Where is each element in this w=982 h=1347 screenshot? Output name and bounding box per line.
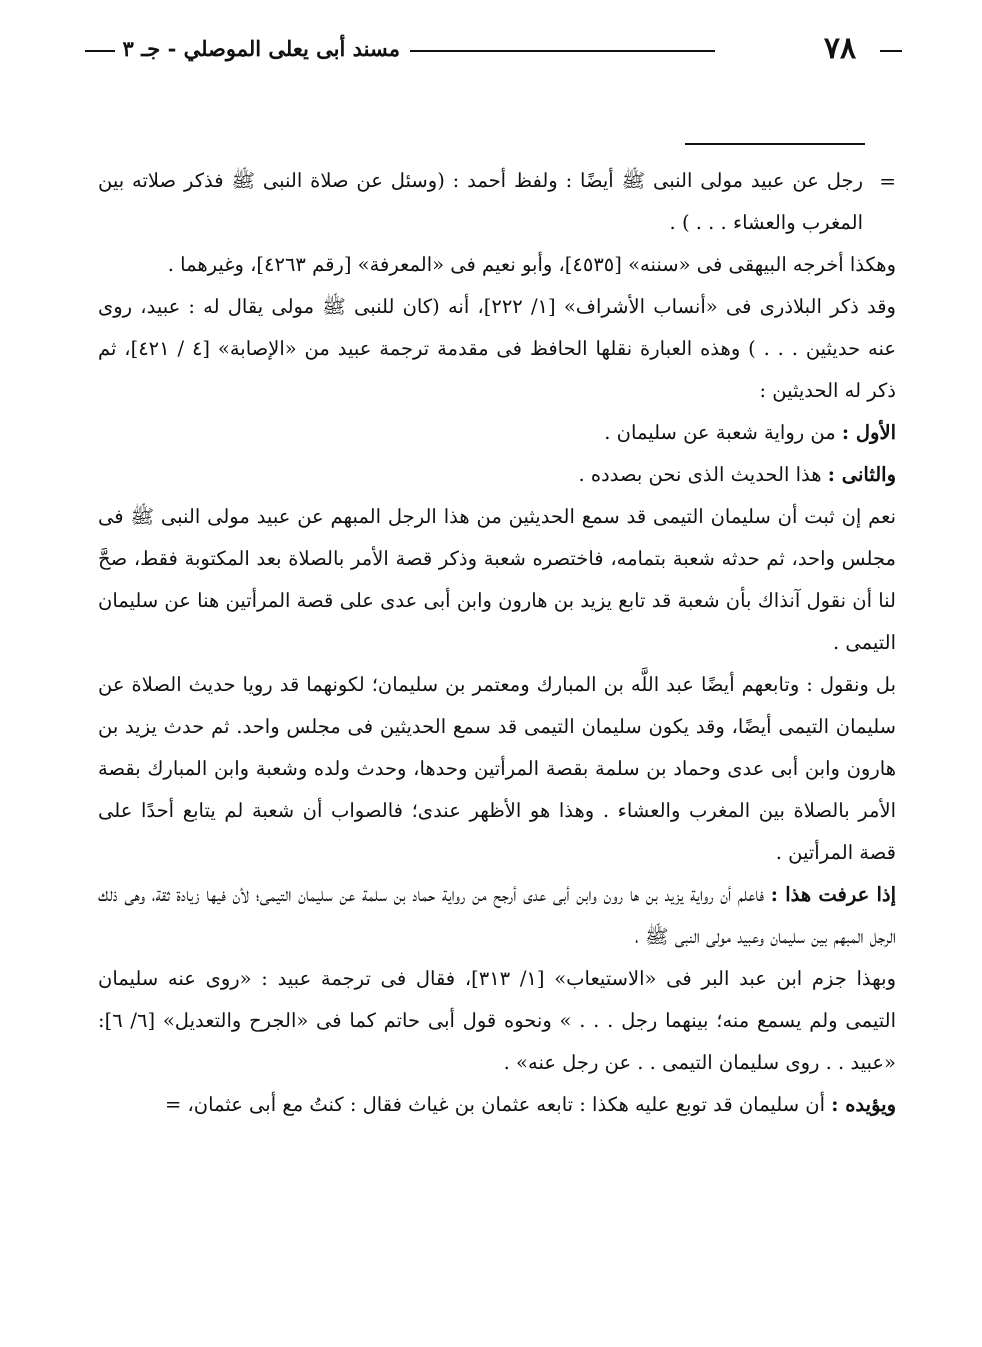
footnote-paragraph — [98, 958, 896, 1084]
paragraph-text: نعم إن ثبت أن سليمان التيمى قد سمع الحديثين من هذا الرجل المبهم عن عبيد مولى النبى ﷺ فى مجلس واحد، ثم حدثه شعبة بتمامه، فاختصره شعبة وذكر قصة الأمر بالصلاة بعد المكتوبة فقط، صحَّ لنا أن نقول آنذاك بأن شعبة قد تابع يزيد بن هارون وابن أبى عدى على قصة المرأتين هنا عن سليمان التيمى . — [98, 505, 896, 654]
paragraph-lead: والثانى : — [827, 463, 896, 486]
paragraph-lead: الأول : — [841, 421, 896, 444]
footnote-paragraph — [98, 160, 896, 244]
paragraph-text: وهكذا أخرجه البيهقى فى «سننه» [٤٥٣٥]، وأبو نعيم فى «المعرفة» [رقم ٤٢٦٣]، وغيرهما . — [167, 253, 896, 276]
paragraph-text: فاعلم أن رواية يزيد بن ها رون وابن أبى عدى أرجح من رواية حماد بن سلمة عن سليمان التيمى؛ لأن فيها زيادة ثقة، وهى ذلك الرجل المبهم بين سليمان وعبيد مولى النبى ﷺ ، — [98, 883, 896, 948]
continuation-mark: = — [879, 169, 896, 193]
footnote-paragraph — [98, 874, 896, 958]
paragraph-text: وقد ذكر البلاذرى فى «أنساب الأشراف» [١/ ٢٢٢]، أنه (كان للنبى ﷺ مولى يقال له : عبيد، روى عنه حديثين . . . ) وهذه العبارة نقلها الحافظ فى مقدمة ترجمة عبيد من «الإصابة» [٤ / ٤٢١]، ثم ذكر له الحديثين : — [98, 295, 896, 402]
book-title: مسند أبى يعلى الموصلي - جـ ٣ — [122, 36, 400, 61]
page-number: ٧٨ — [823, 31, 857, 66]
paragraph-lead: إذا عرفت هذا : — [770, 883, 896, 906]
running-header — [85, 31, 900, 66]
paragraph-text: أن سليمان قد توبع عليه هكذا : تابعه عثمان بن غياث فقال : كنتُ مع أبى عثمان، = — [164, 1093, 832, 1116]
paragraph-lead: ويؤيده : — [831, 1093, 896, 1116]
footnote-paragraph — [98, 1084, 896, 1126]
footnote-paragraph — [98, 664, 896, 874]
footnote-paragraph — [98, 496, 896, 664]
paragraph-text: وبهذا جزم ابن عبد البر فى «الاستيعاب» [١/ ٣١٣]، فقال فى ترجمة عبيد : «روى عنه سليمان التيمى ولم يسمع منه؛ بينهما رجل . . . » ونحوه قول أبى حاتم كما فى «الجرح والتعديل» [٦/ ٦]: «عبيد . . روى سليمان التيمى . . عن رجل عنه» . — [98, 967, 896, 1074]
header-rule-left — [85, 50, 115, 52]
footnote-paragraph — [98, 286, 896, 412]
footnote-paragraph — [98, 412, 896, 454]
footnote-separator — [685, 143, 865, 145]
paragraph-text: هذا الحديث الذى نحن بصدده . — [578, 463, 828, 486]
footnote-body — [98, 160, 896, 1126]
footnote-paragraph — [98, 244, 896, 286]
paragraph-text: بل ونقول : وتابعهم أيضًا عبد اللَّه بن المبارك ومعتمر بن سليمان؛ لكونهما قد رويا حديث الصلاة عن سليمان التيمى أيضًا، وقد يكون سليمان التيمى قد سمع الحديثين فى مجلس واحد. ثم حدث يزيد بن هارون وابن أبى عدى وحماد بن سلمة بقصة المرأتين وحدها، وحدث ولده وشعبة وابن المبارك بقصة الأمر بالصلاة بين المغرب والعشاء . وهذا هو الأظهر عندى؛ فالصواب أن شعبة لم يتابع أحدًا على قصة المرأتين . — [98, 673, 896, 864]
paragraph-text: من رواية شعبة عن سليمان . — [604, 421, 842, 444]
header-rule-right — [880, 50, 902, 52]
footnote-paragraph — [98, 454, 896, 496]
header-rule-middle — [410, 50, 715, 52]
paragraph-text: رجل عن عبيد مولى النبى ﷺ أيضًا : ولفظ أحمد : (وسئل عن صلاة النبى ﷺ فذكر صلاته بين المغرب والعشاء . . . ) . — [98, 169, 863, 234]
